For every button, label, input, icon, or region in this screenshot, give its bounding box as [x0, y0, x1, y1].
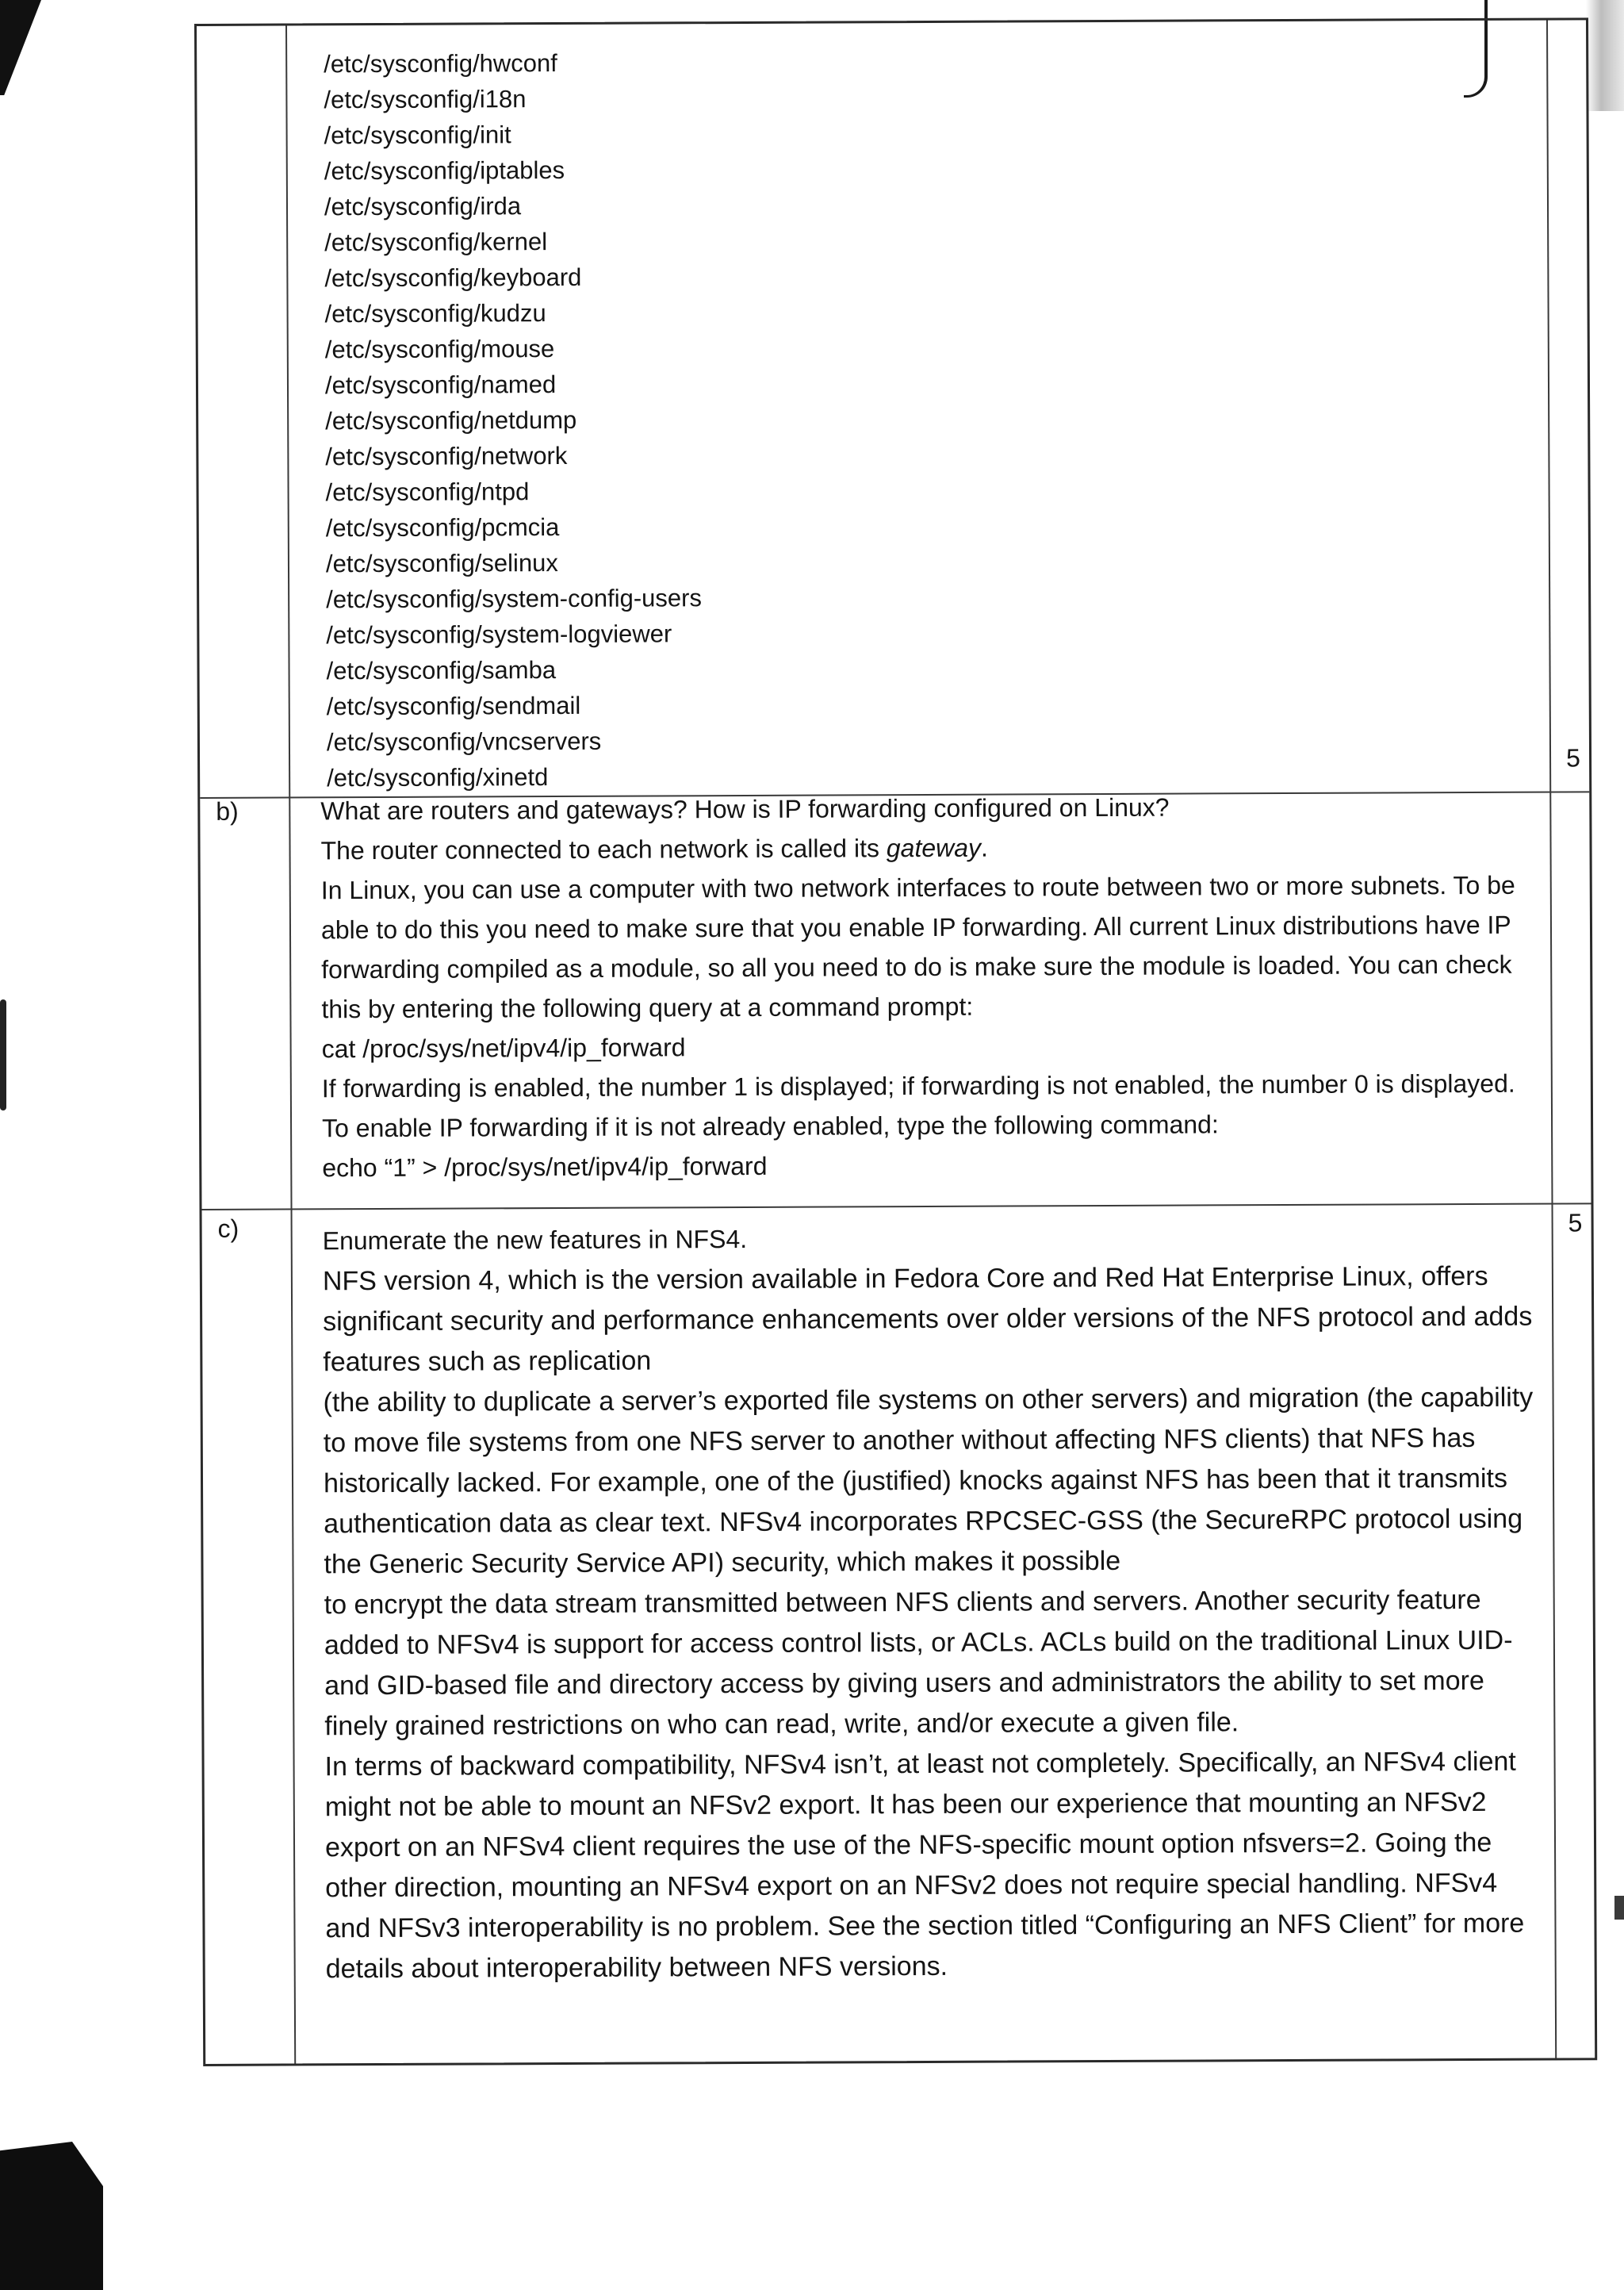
sysconfig-path: /etc/sysconfig/keyboard [324, 263, 582, 293]
sysconfig-path: /etc/sysconfig/init [324, 121, 511, 150]
question-b-answer-gateway [320, 826, 1534, 871]
sysconfig-path: /etc/sysconfig/system-logviewer [326, 619, 672, 650]
question-c-para-3: to encrypt the data stream transmitted between NFS clients and servers. Another security feature added to NFSv4 is support for access control lists, or ACLs. ACLs build on the traditional Linux UID- and GID-based file and directory access by giving users and administrators the ability to set more finely grained restrictions on who can read, write, and/or execute a given file. [324, 1584, 1513, 1742]
sysconfig-path: /etc/sysconfig/netdump [325, 405, 577, 435]
question-c-marks: 5 [1568, 1208, 1583, 1237]
question-c-para-4: In terms of backward compatibility, NFSv4 isn’t, at least not completely. Specifically, an NFSv4 client might not be able to mount an NFSv2 export. It has been our experience that mounting an NFSv2 export on an NFSv4 client requires the use of the NFS-specific mount option nfsvers=2. Going the other direction, mounting an NFSv4 export on an NFSv2 does not require special handling. NFSv4 and NFSv3 interoperability is no problem. See the section titled “Configuring an NFS Client” for more details about interoperability between NFS versions. [324, 1746, 1525, 1985]
sysconfig-path: /etc/sysconfig/hwconf [324, 49, 557, 79]
scan-shadow-top-right [1586, 0, 1624, 111]
question-b-answer-routing: In Linux, you can use a computer with two network interfaces to route between two or more subnets. To be able to do this you need to make sure that you enable IP forwarding. All current Linux distributions have IP forwarding compiled as a module, so all you need to do is make sure the module is loaded. You can check this by entering the following query at a command prompt: [320, 870, 1515, 1024]
sysconfig-path: /etc/sysconfig/samba [326, 656, 557, 685]
question-b-answer-gateway-prefix: The router connected to each network is called its [320, 834, 887, 865]
question-c-section [323, 1216, 1547, 1990]
column-divider-label [285, 25, 296, 2063]
sysconfig-path: /etc/sysconfig/ntpd [325, 478, 530, 507]
question-b-command-check: cat /proc/sys/net/ipv4/ip_forward [321, 1033, 686, 1064]
sysconfig-path: /etc/sysconfig/iptables [324, 155, 565, 186]
sysconfig-path: /etc/sysconfig/kudzu [324, 299, 546, 328]
question-b-answer-gateway-suffix: . [980, 833, 988, 862]
sysconfig-path: /etc/sysconfig/irda [324, 192, 522, 221]
sysconfig-path: /etc/sysconfig/mouse [324, 335, 555, 364]
scan-shadow-top-left [0, 0, 41, 95]
question-c-para-1: NFS version 4, which is the version available in Fedora Core and Red Hat Enterprise Linux, offers significant security and performance enhancements over older versions of the NFS protocol and adds features such as replication [322, 1260, 1533, 1378]
scan-shadow-right [1614, 1896, 1624, 1920]
question-c-label: c) [217, 1214, 239, 1243]
question-b-answer-enable: If forwarding is enabled, the number 1 is displayed; if forwarding is not enabled, the number 0 is displayed. To enable IP forwarding if it is not already enabled, type the following command: [321, 1068, 1515, 1143]
sysconfig-path: /etc/sysconfig/vncservers [326, 727, 602, 757]
row-divider-c [202, 1203, 1591, 1210]
question-b-section [320, 786, 1535, 1188]
column-divider-marks [1546, 21, 1557, 2058]
sysconfig-path: /etc/sysconfig/system-config-users [326, 584, 703, 614]
question-c-text: Enumerate the new features in NFS4. [322, 1224, 748, 1256]
sysconfig-path: /etc/sysconfig/i18n [324, 85, 527, 114]
sysconfig-file-list [324, 44, 703, 796]
answer-table [194, 17, 1597, 2066]
sysconfig-path: /etc/sysconfig/sendmail [326, 691, 581, 721]
sysconfig-path: /etc/sysconfig/pcmcia [325, 512, 560, 543]
sysconfig-path: /etc/sysconfig/kernel [324, 228, 548, 257]
sysconfig-path: /etc/sysconfig/selinux [325, 549, 558, 578]
question-b-label: b) [216, 796, 239, 826]
sysconfig-path: /etc/sysconfig/network [325, 441, 568, 471]
scan-shadow-left [0, 999, 6, 1110]
question-b-text: What are routers and gateways? How is IP forwarding configured on Linux? [320, 792, 1170, 826]
question-b-marks: 5 [1565, 743, 1580, 773]
question-b-answer-gateway-term: gateway [886, 833, 982, 863]
scan-shadow-bottom-left [0, 2142, 103, 2290]
question-c-para-2: (the ability to duplicate a server’s exported file systems on other servers) and migration (the capability to move file systems from one NFS server to another without affecting NFS clients) that NFS has historically lacked. For example, one of the (justified) knocks against NFS has been that it transmits authentication data as clear text. NFSv4 incorporates RPCSEC-GSS (the SecureRPC protocol using the Generic Security Service API) security, which makes it possible [323, 1382, 1534, 1580]
sysconfig-path: /etc/sysconfig/xinetd [327, 763, 549, 792]
sysconfig-path: /etc/sysconfig/named [324, 370, 557, 400]
question-b-command-enable: echo “1” > /proc/sys/net/ipv4/ip_forward [322, 1151, 768, 1183]
